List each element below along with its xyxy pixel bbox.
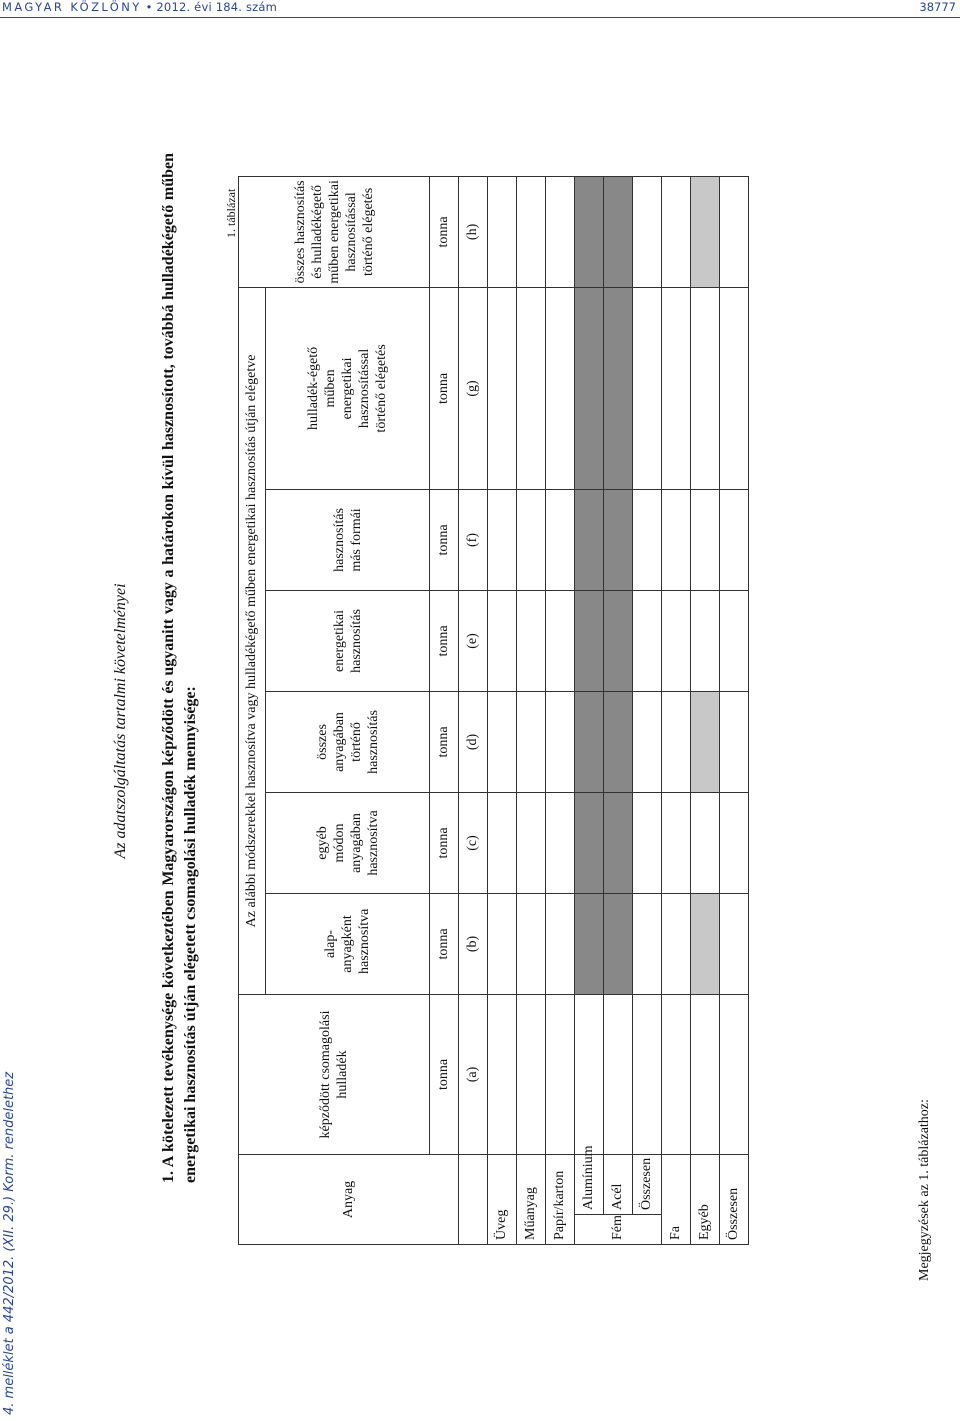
cell-h-disabled (604, 176, 633, 287)
cell-d-disabled (575, 691, 604, 792)
table-label: 1. táblázat (224, 188, 238, 238)
cell-c[interactable] (488, 792, 517, 893)
cell-g[interactable] (633, 287, 662, 489)
column-header-b (266, 893, 430, 994)
material-header: Anyag (239, 1154, 459, 1244)
bullet: • (145, 0, 153, 14)
letter-a: (a) (459, 994, 488, 1154)
cell-b-disabled (691, 893, 720, 994)
table-row-osszesen (720, 176, 749, 1244)
cell-c[interactable] (662, 792, 691, 893)
cell-c[interactable] (546, 792, 575, 893)
table-row-egyeb (691, 176, 720, 1244)
cell-h[interactable] (662, 176, 691, 287)
cell-g[interactable] (517, 287, 546, 489)
column-header-d-text: összes anyagában történő hasznosítás (314, 710, 381, 774)
row-label-uveg: Üveg (488, 1154, 517, 1244)
column-header-e (266, 590, 430, 691)
cell-g-disabled (604, 287, 633, 489)
table-row-acel (604, 176, 633, 1244)
cell-d[interactable] (633, 691, 662, 792)
cell-h[interactable] (546, 176, 575, 287)
cell-b[interactable] (633, 893, 662, 994)
cell-c-disabled (604, 792, 633, 893)
journal-name: MAGYAR KÖZLÖNY (2, 0, 142, 14)
cell-a[interactable] (604, 994, 633, 1154)
cell-f[interactable] (517, 489, 546, 590)
letter-e: (e) (459, 590, 488, 691)
table-row-aluminium (575, 176, 604, 1244)
cell-b[interactable] (720, 893, 749, 994)
cell-b[interactable] (662, 893, 691, 994)
cell-d[interactable] (662, 691, 691, 792)
letter-g: (g) (459, 287, 488, 489)
cell-h[interactable] (720, 176, 749, 287)
column-header-c-text: egyéb módon anyagában hasznosítva (314, 810, 381, 876)
section-heading: 1. A kötelezett tevékenysége következtében Magyarországon képződött és ugyanitt vagy a határokon kívül hasznosított, továbbá hulladékégető műben energetikai hasznosítás útján elégetett csomagolási hulladék mennyisége: (160, 153, 199, 1183)
cell-a[interactable] (691, 994, 720, 1154)
issue-info: 2012. évi 184. szám (156, 0, 278, 14)
cell-d[interactable] (720, 691, 749, 792)
cell-c[interactable] (720, 792, 749, 893)
table-notes-label: Megjegyzések az 1. táblázathoz: (917, 1099, 932, 1281)
page-number: 38777 (919, 0, 956, 14)
cell-f[interactable] (662, 489, 691, 590)
cell-f[interactable] (720, 489, 749, 590)
cell-d-disabled (691, 691, 720, 792)
cell-e[interactable] (662, 590, 691, 691)
row-label-aluminium: Alumínium (575, 1154, 604, 1214)
column-header-d (266, 691, 430, 792)
unit-g: tonna (430, 287, 459, 489)
cell-a[interactable] (488, 994, 517, 1154)
cell-h[interactable] (517, 176, 546, 287)
row-label-egyeb: Egyéb (691, 1154, 720, 1244)
row-label-papir: Papír/karton (546, 1154, 575, 1244)
letter-b: (b) (459, 893, 488, 994)
column-header-c (266, 792, 430, 893)
rotated-page-content (0, 21, 960, 1421)
cell-d[interactable] (488, 691, 517, 792)
cell-b-disabled (604, 893, 633, 994)
table-row-uveg (488, 176, 517, 1244)
column-header-f-text: hasznosítás más formái (331, 508, 364, 572)
cell-g[interactable] (488, 287, 517, 489)
cell-g[interactable] (720, 287, 749, 489)
document-title: Az adatszolgáltatás tartalmi követelményei (112, 583, 129, 859)
cell-a[interactable] (633, 994, 662, 1154)
cell-e[interactable] (517, 590, 546, 691)
column-header-e-text: energetikai hasznosítás (331, 609, 364, 673)
cell-a[interactable] (546, 994, 575, 1154)
column-header-h: összes hasznosítás és hulladékégető műben energetikai hasznosítással történő elégetés (239, 176, 430, 287)
cell-e[interactable] (488, 590, 517, 691)
cell-d-disabled (604, 691, 633, 792)
cell-e-disabled (575, 590, 604, 691)
header-rule (0, 17, 960, 18)
table-row-muanyag (517, 176, 546, 1244)
cell-a[interactable] (720, 994, 749, 1154)
letters-spacer (459, 1154, 488, 1244)
cell-b[interactable] (488, 893, 517, 994)
unit-f: tonna (430, 489, 459, 590)
cell-b[interactable] (546, 893, 575, 994)
cell-c-disabled (575, 792, 604, 893)
cell-a[interactable] (517, 994, 546, 1154)
cell-b-disabled (575, 893, 604, 994)
cell-f-disabled (604, 489, 633, 590)
cell-f[interactable] (488, 489, 517, 590)
cell-e[interactable] (546, 590, 575, 691)
cell-b[interactable] (517, 893, 546, 994)
row-label-fa: Fa (662, 1154, 691, 1244)
table-row-fa (662, 176, 691, 1244)
cell-h[interactable] (633, 176, 662, 287)
letter-h: (h) (459, 176, 488, 287)
annex-label: 4. melléklet a 442/2012. (XII. 29.) Korm. rendelethez (2, 1071, 17, 1415)
cell-e-disabled (604, 590, 633, 691)
cell-f[interactable] (691, 489, 720, 590)
row-label-fem: Fém (575, 1215, 662, 1245)
cell-f[interactable] (546, 489, 575, 590)
unit-d: tonna (430, 691, 459, 792)
letter-f: (f) (459, 489, 488, 590)
column-header-f (266, 489, 430, 590)
column-header-g (266, 287, 430, 489)
packaging-waste-table (238, 176, 749, 1245)
unit-b: tonna (430, 893, 459, 994)
unit-h: tonna (430, 176, 459, 287)
cell-f[interactable] (633, 489, 662, 590)
cell-a[interactable] (662, 994, 691, 1154)
table-row-papir (546, 176, 575, 1244)
methods-span-header: Az alábbi módszerekkel hasznosítva vagy hulladékégető műben energetikai hasznosítás útján elégetve (239, 287, 266, 994)
letter-d: (d) (459, 691, 488, 792)
column-header-b-text: alap-anyagként hasznosítva (323, 908, 372, 974)
unit-a: tonna (430, 994, 459, 1154)
cell-g[interactable] (691, 287, 720, 489)
row-label-acel: Acél (604, 1154, 633, 1214)
cell-g[interactable] (546, 287, 575, 489)
cell-h[interactable] (488, 176, 517, 287)
unit-e: tonna (430, 590, 459, 691)
cell-e[interactable] (691, 590, 720, 691)
cell-g[interactable] (662, 287, 691, 489)
cell-h-disabled (691, 176, 720, 287)
row-label-fem-osszesen: Összesen (633, 1154, 662, 1214)
letter-c: (c) (459, 792, 488, 893)
row-label-osszesen: Összesen (720, 1154, 749, 1244)
row-label-muanyag: Műanyag (517, 1154, 546, 1244)
cell-f-disabled (575, 489, 604, 590)
cell-d[interactable] (517, 691, 546, 792)
unit-c: tonna (430, 792, 459, 893)
table-row-fem-osszesen (633, 176, 662, 1244)
generated-header: képződött csomagolási hulladék (239, 994, 430, 1154)
cell-c[interactable] (517, 792, 546, 893)
cell-a[interactable] (575, 994, 604, 1154)
journal-info (2, 0, 277, 14)
cell-c[interactable] (633, 792, 662, 893)
column-header-g-text: hulladék-égető műben energetikai hasznosítással történő elégetés (306, 344, 389, 433)
cell-e[interactable] (633, 590, 662, 691)
cell-h-disabled (575, 176, 604, 287)
cell-e[interactable] (720, 590, 749, 691)
cell-c[interactable] (691, 792, 720, 893)
cell-g-disabled (575, 287, 604, 489)
cell-d[interactable] (546, 691, 575, 792)
